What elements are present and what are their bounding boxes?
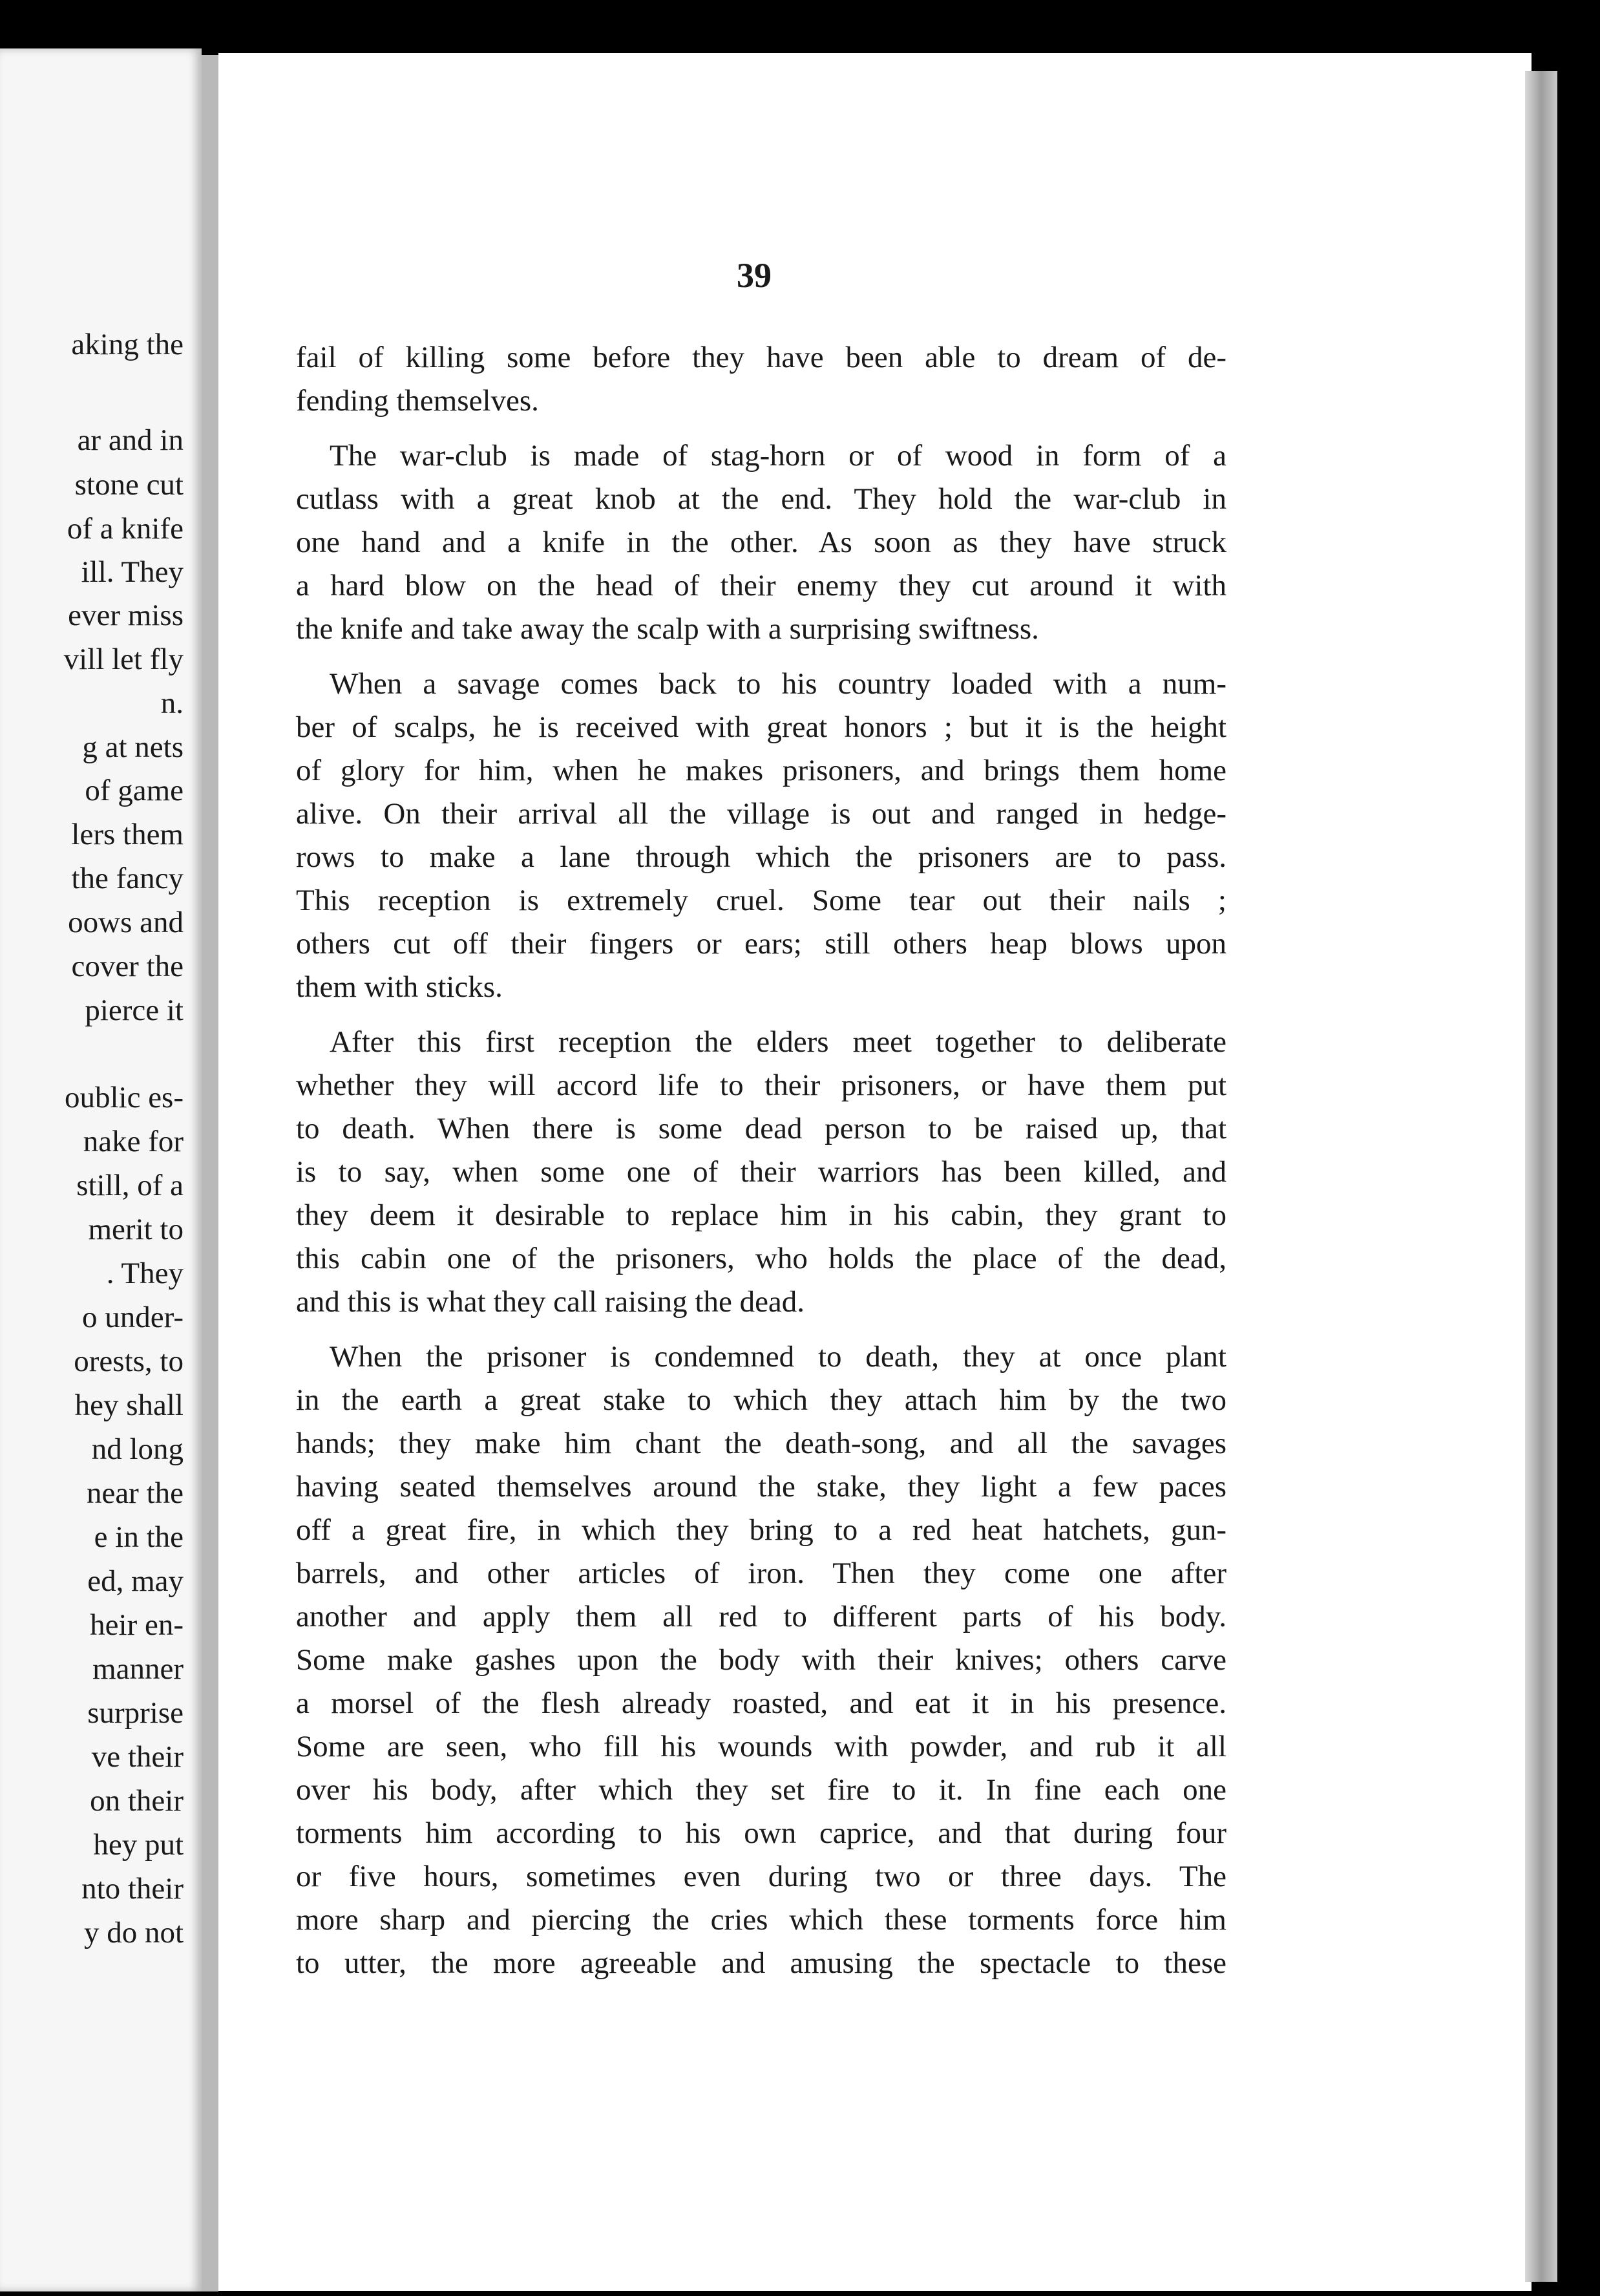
previous-page-line: still, of a [76,1169,184,1202]
text-line: Some make gashes upon the body with their knives; others carve [296,1643,1226,1677]
previous-page-line: of game [85,774,184,807]
previous-page-line: ill. They [81,555,184,589]
previous-page-line: the fancy [71,862,184,895]
text-line: or five hours, sometimes even during two or three days. The [296,1860,1226,1893]
page-number: 39 [737,256,772,295]
previous-page-line: cover the [71,950,184,983]
text-line: torments him according to his own caprice, and that during four [296,1816,1226,1850]
text-line: fail of killing some before they have been able to dream of de- [296,341,1226,374]
text-line: one hand and a knife in the other. As soon as they have struck [296,526,1226,559]
previous-page-line: stone cut [74,468,184,502]
text-line: fending themselves. [296,384,539,418]
text-line: them with sticks. [296,970,503,1004]
previous-page-line: pierce it [85,994,184,1027]
previous-page-fragment [0,48,202,2291]
text-line: cutlass with a great knob at the end. They hold the war-club in [296,482,1226,516]
text-line: this cabin one of the prisoners, who holds the place of the dead, [296,1242,1226,1275]
body-text [296,336,1226,1997]
text-line: another and apply them all red to different parts of his body. [296,1600,1226,1633]
previous-page-line: oublic es- [64,1081,184,1114]
text-line: Some are seen, who fill his wounds with powder, and rub it all [296,1730,1226,1763]
previous-page-line: aking the [71,328,184,361]
text-line: of glory for him, when he makes prisoners, and brings them home [296,754,1226,787]
text-line: When the prisoner is condemned to death, they at once plant [330,1340,1226,1374]
text-line: a hard blow on the head of their enemy they cut around it with [296,569,1226,602]
text-line: After this first reception the elders meet together to deliberate [330,1025,1226,1059]
previous-page-line: ed, may [87,1564,184,1598]
previous-page-line: merit to [88,1213,184,1246]
previous-page-line: g at nets [82,730,184,764]
text-line: ber of scalps, he is received with great honors ; but it is the height [296,710,1226,744]
paragraph [296,1335,1226,1985]
previous-page-line: ever miss [68,599,184,632]
text-line: over his body, after which they set fire to it. In fine each one [296,1773,1226,1807]
previous-page-line: of a knife [67,512,184,546]
previous-page-line: oows and [68,906,184,939]
previous-page-line: . They [106,1257,184,1290]
previous-page-line: ar and in [77,423,184,457]
page-edge-shadow [1525,71,1557,2282]
previous-page-line: hey shall [74,1388,184,1422]
previous-page-line: lers them [71,818,184,851]
previous-page-line: nd long [91,1432,184,1466]
text-line: to death. When there is some dead person to be raised up, that [296,1112,1226,1145]
previous-page-line: manner [92,1652,184,1686]
text-line: hands; they make him chant the death-song, and all the savages [296,1427,1226,1460]
previous-page-line: surprise [87,1696,184,1730]
book-gutter [202,55,218,2291]
previous-page-line: e in the [94,1520,184,1554]
text-line: the knife and take away the scalp with a surprising swiftness. [296,612,1039,646]
text-line: This reception is extremely cruel. Some tear out their nails ; [296,884,1226,917]
text-line: and this is what they call raising the dead. [296,1285,805,1319]
previous-page-line: orests, to [74,1345,184,1378]
text-line: barrels, and other articles of iron. Then they come one after [296,1557,1226,1590]
text-line: others cut off their fingers or ears; still others heap blows upon [296,927,1226,961]
text-line: to utter, the more agreeable and amusing the spectacle to these [296,1946,1226,1980]
text-line: they deem it desirable to replace him in his cabin, they grant to [296,1198,1226,1232]
paragraph [296,663,1226,1009]
previous-page-line: heir en- [90,1608,184,1642]
text-line: rows to make a lane through which the prisoners are to pass. [296,840,1226,874]
paragraph [296,336,1226,423]
previous-page-line: on their [90,1784,184,1818]
text-line: alive. On their arrival all the village is out and ranged in hedge- [296,797,1226,831]
text-line: whether they will accord life to their prisoners, or have them put [296,1068,1226,1102]
previous-page-line: n. [160,686,184,720]
text-line: The war-club is made of stag-horn or of wood in form of a [330,439,1226,473]
paragraph [296,434,1226,651]
previous-page-line: o under- [82,1301,184,1334]
text-line: a morsel of the flesh already roasted, and eat it in his presence. [296,1686,1226,1720]
text-line: more sharp and piercing the cries which these torments force him [296,1903,1226,1937]
previous-page-line: ve their [91,1740,184,1774]
text-line: is to say, when some one of their warriors has been killed, and [296,1155,1226,1189]
text-line: having seated themselves around the stake, they light a few paces [296,1470,1226,1504]
text-line: off a great fire, in which they bring to a red heat hatchets, gun- [296,1513,1226,1547]
text-line: When a savage comes back to his country loaded with a num- [330,667,1226,701]
previous-page-line: near the [86,1476,184,1510]
paragraph [296,1021,1226,1324]
text-line: in the earth a great stake to which they attach him by the two [296,1383,1226,1417]
previous-page-line: nto their [81,1872,184,1906]
previous-page-line: hey put [93,1828,184,1862]
previous-page-line: y do not [83,1916,184,1950]
previous-page-line: vill let fly [63,643,184,676]
previous-page-line: nake for [83,1125,184,1158]
